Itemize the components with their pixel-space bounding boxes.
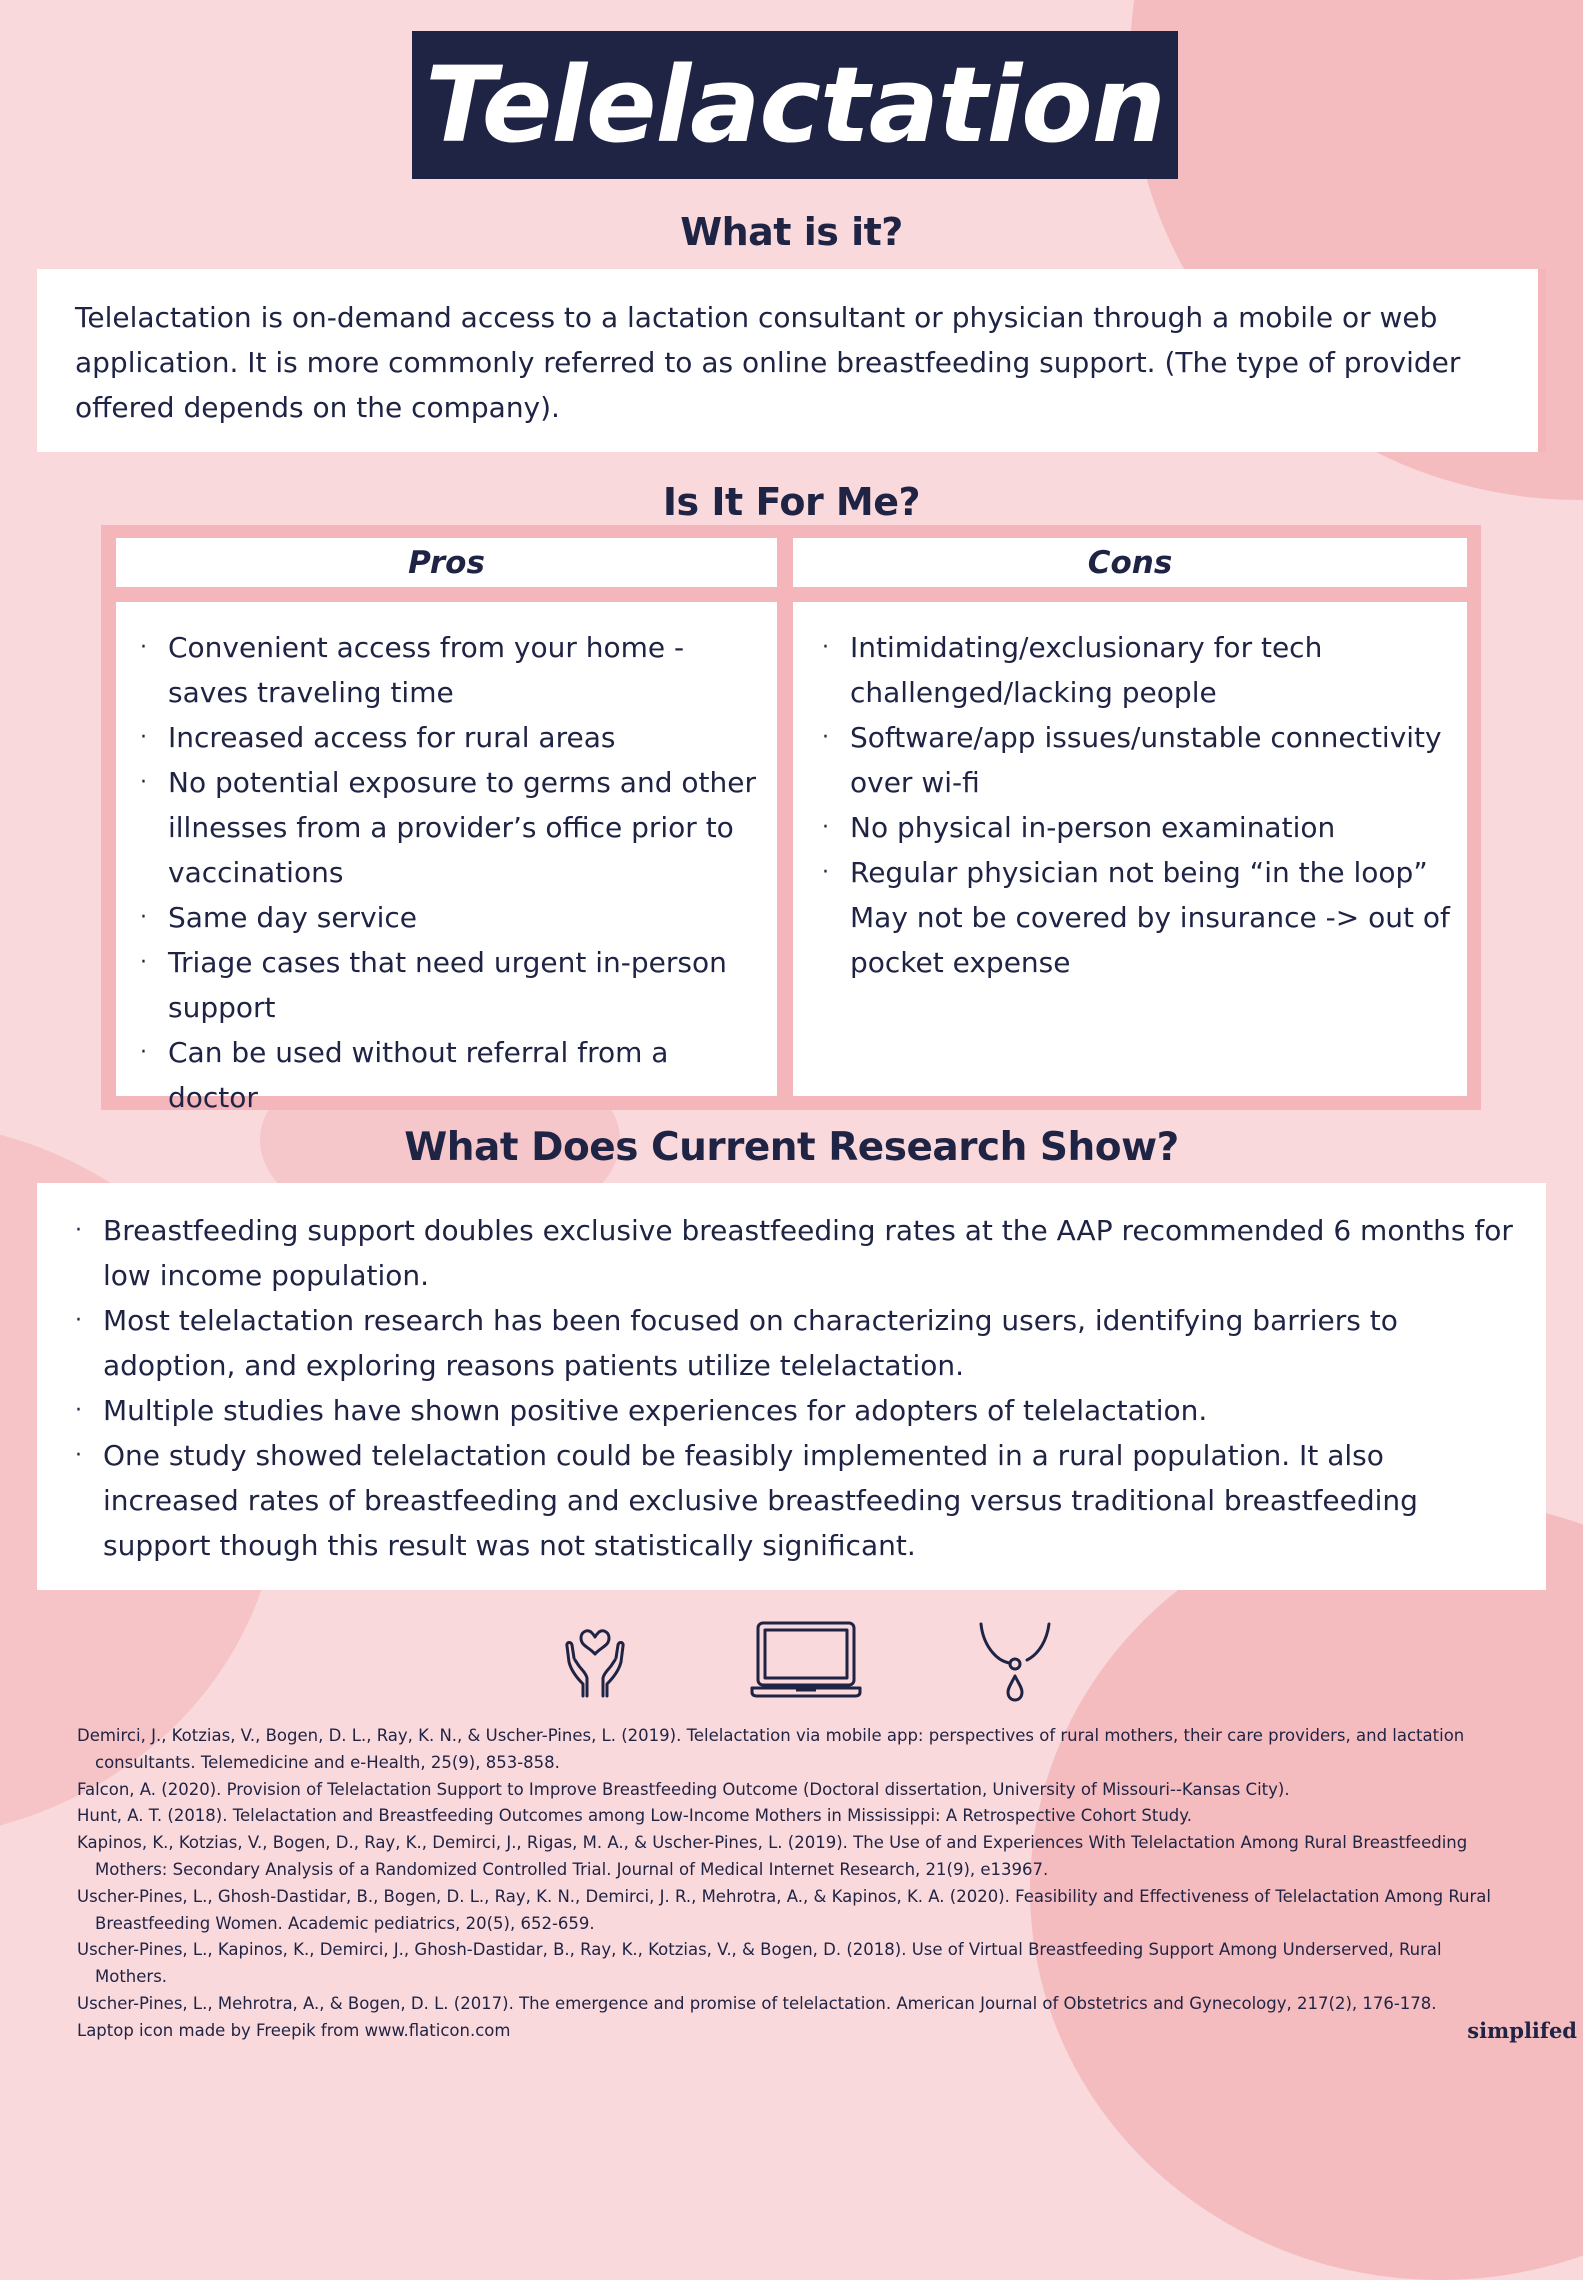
pros-header: Pros xyxy=(116,538,777,587)
hands-heart-icon xyxy=(555,1620,635,1700)
reference-item: Laptop icon made by Freepik from www.flaticon.com xyxy=(77,2020,511,2040)
list-item: · No physical in-person examination xyxy=(822,805,1452,850)
list-item: · Can be used without referral from a doctor xyxy=(140,1030,760,1120)
cons-list xyxy=(822,625,1452,985)
list-item: · Multiple studies have shown positive experiences for adopters of telelactation. xyxy=(75,1388,1515,1433)
research-list xyxy=(75,1208,1515,1568)
reference-item: Demirci, J., Kotzias, V., Bogen, D. L., Ray, K. N., & Uscher-Pines, L. (2019). Telelactation via mobile app: perspectives of rural mothers, their care providers, and lactation consultants. Telemedicine and e-Health, 25(9), 853-858. xyxy=(77,1726,1465,1772)
breast-milk-drop-icon xyxy=(975,1620,1055,1710)
list-item: · Breastfeeding support doubles exclusive breastfeeding rates at the AAP recommended 6 months for low income population. xyxy=(75,1208,1515,1298)
is-it-for-me-heading: Is It For Me? xyxy=(662,480,921,524)
list-item: · No potential exposure to germs and other illnesses from a provider’s office prior to vaccinations xyxy=(140,760,760,895)
list-item: · Same day service xyxy=(140,895,760,940)
pros-list xyxy=(140,625,760,1120)
list-item: · Most telelactation research has been focused on characterizing users, identifying barriers to adoption, and exploring reasons patients utilize telelactation. xyxy=(75,1298,1515,1388)
reference-item: Uscher-Pines, L., Ghosh-Dastidar, B., Bogen, D. L., Ray, K. N., Demirci, J. R., Mehrotra, A., & Kapinos, K. A. (2020). Feasibility and Effectiveness of Telelactation Among Rural Breastfeeding Women. Academic pediatrics, 20(5), 652-659. xyxy=(77,1886,1491,1933)
list-item: · Increased access for rural areas xyxy=(140,715,760,760)
list-item: · Regular physician not being “in the loop” May not be covered by insurance -> out of pocket expense xyxy=(822,850,1452,985)
page-title: Telelactation xyxy=(412,31,1178,179)
list-item: · Intimidating/exclusionary for tech challenged/lacking people xyxy=(822,625,1452,715)
list-item: · Convenient access from your home - saves traveling time xyxy=(140,625,760,715)
list-item: · Triage cases that need urgent in-person support xyxy=(140,940,760,1030)
reference-item: Uscher-Pines, L., Mehrotra, A., & Bogen, D. L. (2017). The emergence and promise of telelactation. American Journal of Obstetrics and Gynecology, 217(2), 176-178. xyxy=(77,1993,1437,2013)
brand-logo: simplifed xyxy=(1467,2018,1577,2043)
list-item: · Software/app issues/unstable connectivity over wi-fi xyxy=(822,715,1452,805)
reference-item: Hunt, A. T. (2018). Telelactation and Breastfeeding Outcomes among Low-Income Mothers in Mississippi: A Retrospective Cohort Study. xyxy=(77,1806,1192,1826)
list-item: · One study showed telelactation could be feasibly implemented in a rural population. It also increased rates of breastfeeding and exclusive breastfeeding versus traditional breastfeeding support though this result was not statistically significant. xyxy=(75,1433,1515,1568)
cons-header: Cons xyxy=(793,538,1467,587)
reference-item: Kapinos, K., Kotzias, V., Bogen, D., Ray, K., Demirci, J., Rigas, M. A., & Uscher-Pines, L. (2019). The Use of and Experiences With Telelactation Among Rural Breastfeeding Mothers: Secondary Analysis of a Randomized Controlled Trial. Journal of Medical Internet Research, 21(9), e13967. xyxy=(77,1833,1468,1879)
reference-item: Uscher-Pines, L., Kapinos, K., Demirci, J., Ghosh-Dastidar, B., Ray, K., Kotzias, V., & Bogen, D. (2018). Use of Virtual Breastfeeding Support Among Underserved, Rural Mothers. xyxy=(77,1940,1442,1987)
research-heading: What Does Current Research Show? xyxy=(404,1125,1179,1170)
laptop-icon xyxy=(750,1620,862,1700)
references xyxy=(77,1723,1517,2045)
what-is-it-heading: What is it? xyxy=(680,210,903,254)
what-is-it-text: Telelactation is on-demand access to a lactation consultant or physician through a mobile or web application. It is more commonly referred to as online breastfeeding support. (The type of provider offered depends on the company). xyxy=(75,301,1461,424)
icon-row xyxy=(0,1620,1583,1730)
reference-item: Falcon, A. (2020). Provision of Telelactation Support to Improve Breastfeeding Outcome (Doctoral dissertation, University of Missouri--Kansas City). xyxy=(77,1779,1290,1799)
